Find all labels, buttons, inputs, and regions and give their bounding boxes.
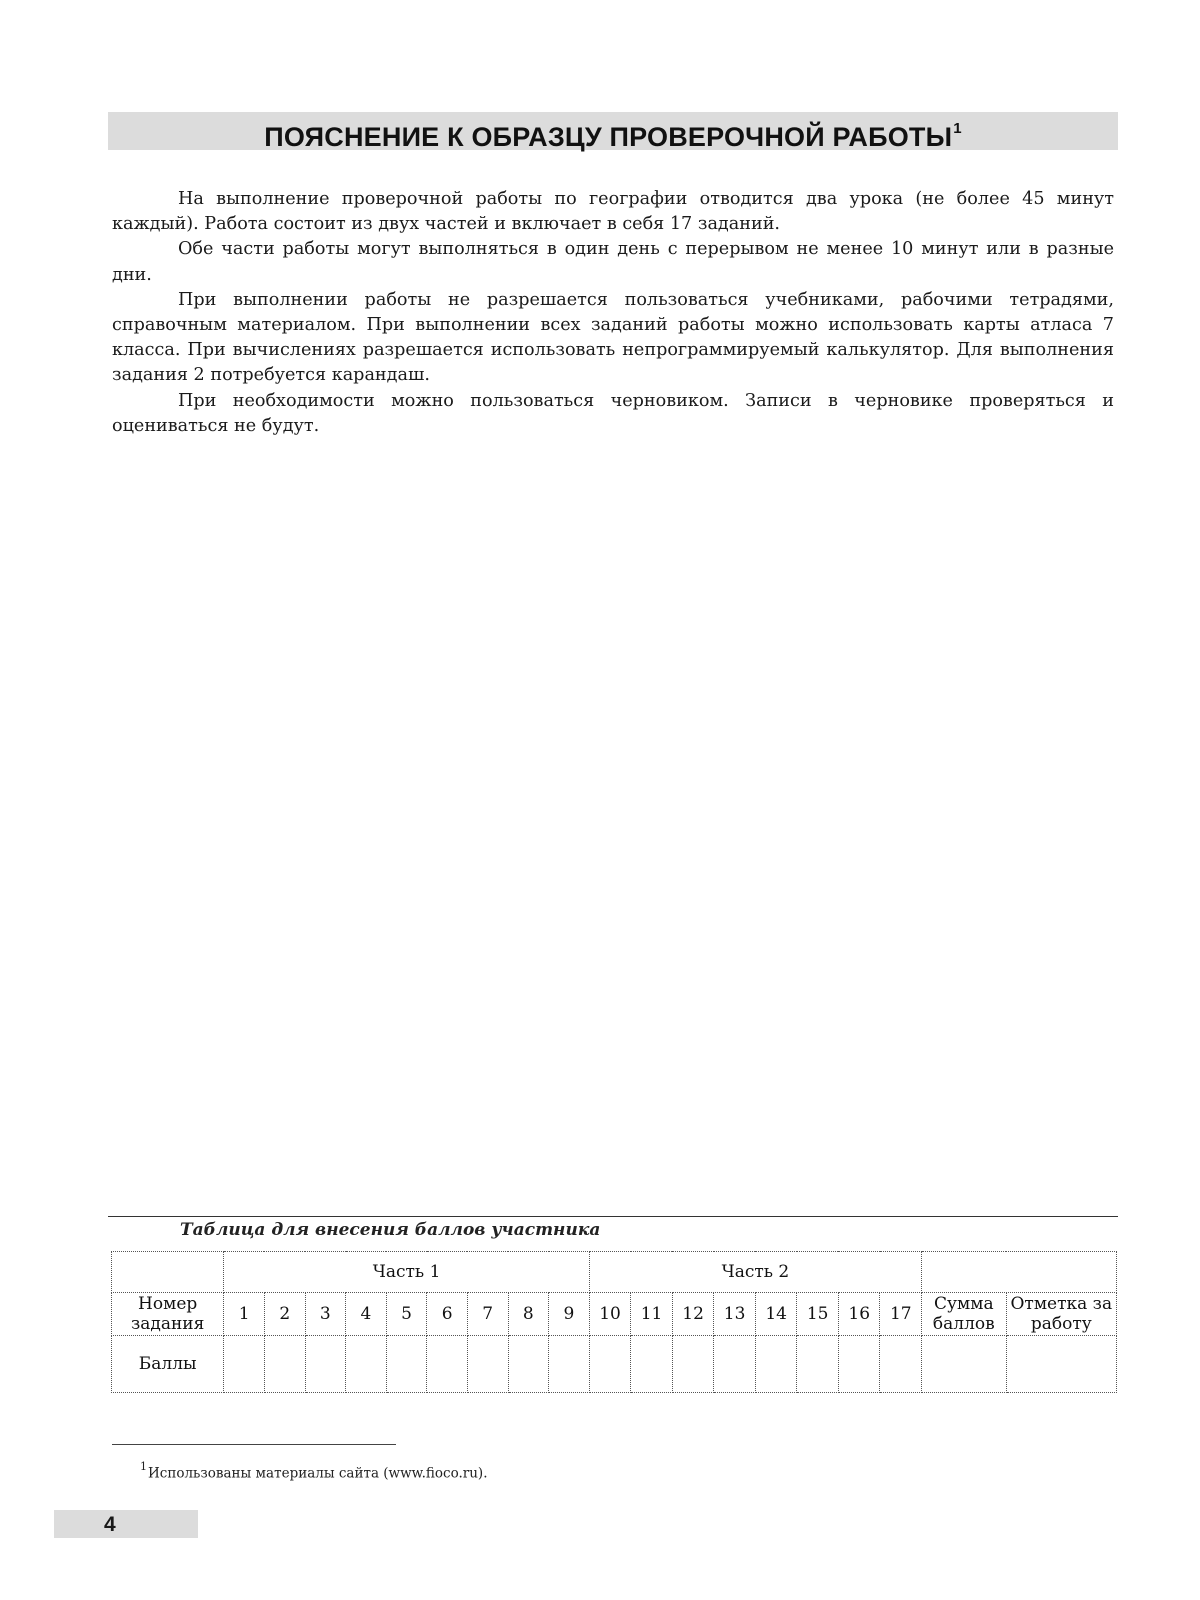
instructions-text [112,187,1114,439]
score-cell[interactable] [797,1336,839,1393]
grade-cell[interactable] [1006,1336,1116,1393]
footnote-rule [112,1444,396,1445]
paragraph: При выполнении работы не разрешается пользоваться учебниками, рабочими тетрадями, справочным материалом. При выполнении всех заданий работы можно использовать карты атласа 7 класса. При вычислениях разрешается использовать непрограммируемый калькулятор. Для выполнения задания 2 потребуется карандаш. [112,289,1114,386]
paragraph: Обе части работы могут выполняться в один день с перерывом не менее 10 минут или в разные дни. [112,239,1114,285]
score-cell[interactable] [305,1336,346,1393]
score-cell[interactable] [755,1336,797,1393]
task-number: 15 [797,1293,839,1336]
paragraph: На выполнение проверочной работы по географии отводится два урока (не более 45 минут каждый). Работа состоит из двух частей и включает в себя 17 заданий. [112,189,1114,235]
score-table [111,1251,1117,1393]
table-caption: Таблица для внесения баллов участника [180,1220,601,1240]
footnote-mark: 1 [140,1460,147,1473]
sum-cell[interactable] [922,1336,1007,1393]
task-number: 8 [508,1293,549,1336]
task-number: 3 [305,1293,346,1336]
table-top-rule [108,1216,1118,1217]
part1-header: Часть 1 [224,1252,589,1293]
page-title-text: ПОЯСНЕНИЕ К ОБРАЗЦУ ПРОВЕРОЧНОЙ РАБОТЫ [264,122,953,152]
score-cell[interactable] [880,1336,922,1393]
score-cell[interactable] [589,1336,631,1393]
score-cell[interactable] [508,1336,549,1393]
task-number: 9 [549,1293,590,1336]
score-cell[interactable] [631,1336,673,1393]
task-number: 6 [427,1293,468,1336]
task-number: 1 [224,1293,265,1336]
score-cell[interactable] [264,1336,305,1393]
table-row-task-numbers [112,1293,1117,1336]
table-row-parts [112,1252,1117,1293]
part2-header: Часть 2 [589,1252,921,1293]
task-number: 4 [346,1293,387,1336]
score-cell[interactable] [386,1336,427,1393]
score-cell[interactable] [224,1336,265,1393]
footnote-text: Использованы материалы сайта (www.fioco.ru). [148,1465,488,1482]
task-number: 2 [264,1293,305,1336]
score-label: Баллы [112,1336,224,1393]
score-cell[interactable] [672,1336,714,1393]
score-cell[interactable] [427,1336,468,1393]
footnote [140,1462,487,1482]
grade-header: Отметка за работу [1006,1293,1116,1336]
sum-header: Сумма баллов [922,1293,1007,1336]
task-number: 5 [386,1293,427,1336]
task-number-label: Номер задания [112,1293,224,1336]
empty-cell [112,1252,224,1293]
task-number: 11 [631,1293,673,1336]
page-title [108,112,1118,150]
task-number: 17 [880,1293,922,1336]
task-number: 14 [755,1293,797,1336]
task-number: 10 [589,1293,631,1336]
score-cell[interactable] [346,1336,387,1393]
task-number: 12 [672,1293,714,1336]
score-cell[interactable] [838,1336,880,1393]
task-number: 7 [467,1293,508,1336]
table-row-scores [112,1336,1117,1393]
score-cell[interactable] [549,1336,590,1393]
score-cell[interactable] [467,1336,508,1393]
page-number: 4 [104,1513,116,1536]
score-cell[interactable] [714,1336,756,1393]
paragraph: При необходимости можно пользоваться черновиком. Записи в черновике проверяться и оцениваться не будут. [112,390,1114,436]
page-number-tab [54,1510,198,1538]
title-footnote-mark: 1 [953,120,962,137]
task-number: 13 [714,1293,756,1336]
empty-cell [922,1252,1117,1293]
task-number: 16 [838,1293,880,1336]
